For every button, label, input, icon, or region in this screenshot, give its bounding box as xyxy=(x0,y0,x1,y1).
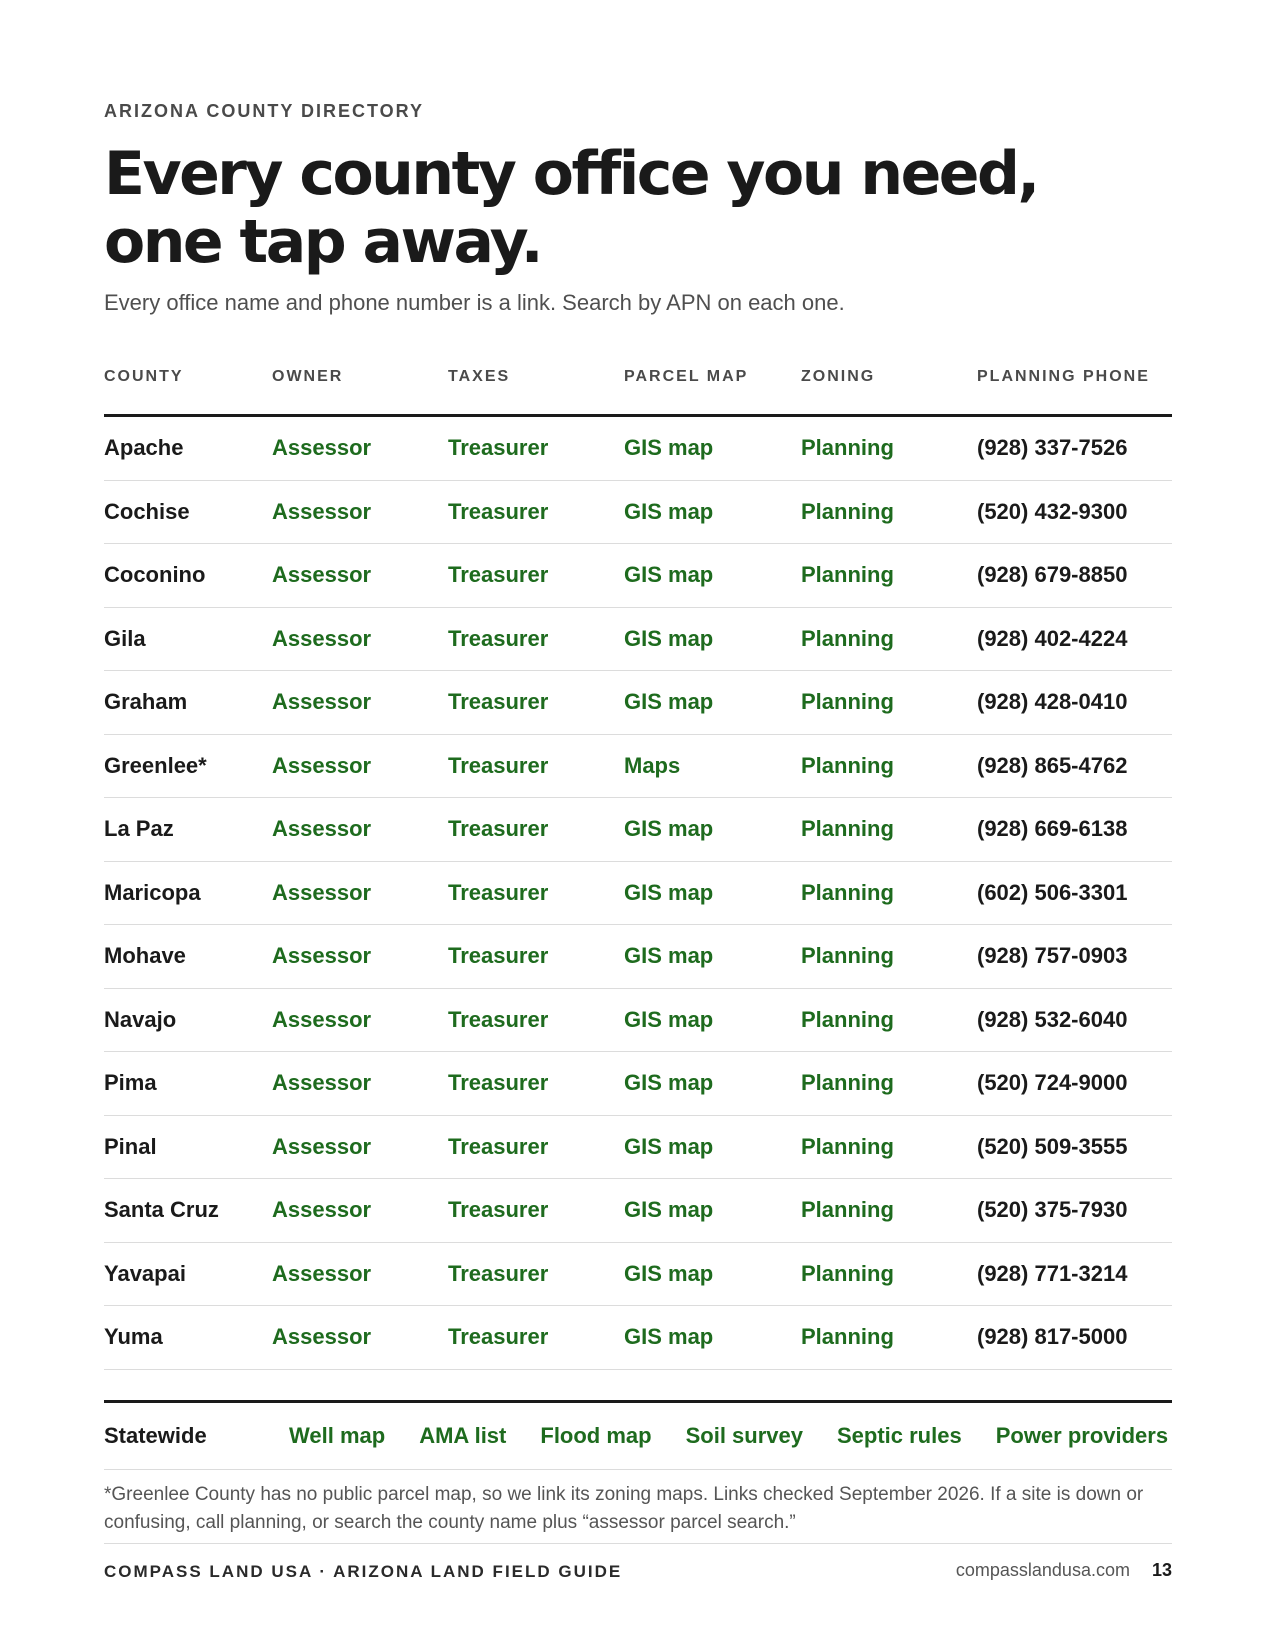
planning-link[interactable]: Planning xyxy=(801,435,894,460)
table-row xyxy=(104,1179,1172,1243)
table-row xyxy=(104,481,1172,545)
assessor-link[interactable]: Assessor xyxy=(272,1070,372,1095)
county-name: Pinal xyxy=(104,1133,157,1159)
county-name: Pima xyxy=(104,1070,157,1095)
flood-map-link[interactable]: Flood map xyxy=(540,1423,652,1448)
county-name: Cochise xyxy=(104,498,190,524)
parcel-map-link[interactable]: GIS map xyxy=(624,816,714,841)
planning-phone-link[interactable]: (520) 509-3555 xyxy=(977,1133,1128,1159)
table-row xyxy=(104,1243,1172,1307)
page-title-line-1: Every county office you need, xyxy=(104,139,1038,209)
table-row xyxy=(104,544,1172,608)
planning-phone-link[interactable]: (928) 337-7526 xyxy=(977,435,1128,460)
parcel-map-link[interactable]: GIS map xyxy=(624,1006,714,1032)
planning-phone-link[interactable]: (520) 375-7930 xyxy=(977,1197,1128,1222)
parcel-map-link[interactable]: GIS map xyxy=(624,625,714,651)
column-header-owner: OWNER xyxy=(272,368,344,385)
assessor-link[interactable]: Assessor xyxy=(272,1197,372,1222)
planning-link[interactable]: Planning xyxy=(801,943,894,968)
column-header-county: COUNTY xyxy=(104,368,184,385)
county-name: Gila xyxy=(104,625,146,651)
treasurer-link[interactable]: Treasurer xyxy=(448,498,549,524)
table-header xyxy=(104,358,1172,417)
statewide-label: Statewide xyxy=(104,1423,207,1448)
planning-link[interactable]: Planning xyxy=(801,1070,894,1095)
footnote: *Greenlee County has no public parcel map, so we link its zoning maps. Links checked September 2026. If a site is down or confusing, call planning, or search the county name plus “assessor parcel search.” xyxy=(104,1484,1144,1533)
parcel-map-link[interactable]: GIS map xyxy=(624,1197,714,1222)
table-row xyxy=(104,1052,1172,1116)
treasurer-link[interactable]: Treasurer xyxy=(448,689,549,714)
planning-phone-link[interactable]: (928) 865-4762 xyxy=(977,752,1128,778)
county-name: Apache xyxy=(104,435,184,460)
county-directory-table xyxy=(104,358,1172,1370)
assessor-link[interactable]: Assessor xyxy=(272,435,372,460)
planning-phone-link[interactable]: (602) 506-3301 xyxy=(977,879,1128,905)
planning-phone-link[interactable]: (928) 532-6040 xyxy=(977,1006,1128,1032)
table-body xyxy=(104,417,1172,1370)
assessor-link[interactable]: Assessor xyxy=(272,562,372,587)
ama-list-link[interactable]: AMA list xyxy=(419,1423,507,1448)
county-name: La Paz xyxy=(104,816,174,841)
county-name: Maricopa xyxy=(104,879,201,905)
section-eyebrow: ARIZONA COUNTY DIRECTORY xyxy=(104,101,425,121)
planning-phone-link[interactable]: (928) 669-6138 xyxy=(977,816,1128,841)
assessor-link[interactable]: Assessor xyxy=(272,1260,372,1286)
treasurer-link[interactable]: Treasurer xyxy=(448,1260,549,1286)
planning-link[interactable]: Planning xyxy=(801,562,894,587)
parcel-map-link[interactable]: GIS map xyxy=(624,435,714,460)
footer-publication: COMPASS LAND USA · ARIZONA LAND FIELD GUIDE xyxy=(104,1562,623,1581)
parcel-map-link[interactable]: GIS map xyxy=(624,562,714,587)
treasurer-link[interactable]: Treasurer xyxy=(448,435,549,460)
well-map-link[interactable]: Well map xyxy=(289,1423,386,1448)
parcel-map-link[interactable]: GIS map xyxy=(624,1133,714,1159)
page-subtitle: Every office name and phone number is a link. Search by APN on each one. xyxy=(104,290,845,315)
planning-link[interactable]: Planning xyxy=(801,1197,894,1222)
planning-link[interactable]: Planning xyxy=(801,1260,894,1286)
treasurer-link[interactable]: Treasurer xyxy=(448,1070,549,1095)
planning-link[interactable]: Planning xyxy=(801,1133,894,1159)
county-name: Yavapai xyxy=(104,1260,186,1286)
planning-phone-link[interactable]: (928) 402-4224 xyxy=(977,625,1128,651)
assessor-link[interactable]: Assessor xyxy=(272,1006,372,1032)
column-header-parcel-map: PARCEL MAP xyxy=(624,368,749,385)
treasurer-link[interactable]: Treasurer xyxy=(448,562,549,587)
planning-link[interactable]: Planning xyxy=(801,498,894,524)
power-providers-link[interactable]: Power providers xyxy=(995,1423,1169,1448)
county-name: Coconino xyxy=(104,562,206,587)
table-row xyxy=(104,1116,1172,1180)
column-header-taxes: TAXES xyxy=(448,368,511,385)
county-name: Mohave xyxy=(104,943,186,968)
county-name: Santa Cruz xyxy=(104,1197,219,1222)
table-row xyxy=(104,989,1172,1053)
assessor-link[interactable]: Assessor xyxy=(272,879,372,905)
parcel-map-link[interactable]: GIS map xyxy=(624,879,714,905)
county-name: Graham xyxy=(104,689,188,714)
table-row xyxy=(104,798,1172,862)
planning-link[interactable]: Planning xyxy=(801,1006,894,1032)
county-name: Navajo xyxy=(104,1006,177,1032)
parcel-map-link[interactable]: GIS map xyxy=(624,1070,714,1095)
treasurer-link[interactable]: Treasurer xyxy=(448,1133,549,1159)
assessor-link[interactable]: Assessor xyxy=(272,625,372,651)
statewide-links xyxy=(289,1403,1168,1469)
parcel-map-link[interactable]: GIS map xyxy=(624,943,714,968)
planning-phone-link[interactable]: (928) 757-0903 xyxy=(977,943,1128,968)
planning-phone-link[interactable]: (928) 679-8850 xyxy=(977,562,1128,587)
table-row xyxy=(104,671,1172,735)
county-name: Yuma xyxy=(104,1324,163,1349)
treasurer-link[interactable]: Treasurer xyxy=(448,816,549,841)
planning-link[interactable]: Planning xyxy=(801,1324,894,1349)
treasurer-link[interactable]: Treasurer xyxy=(448,1197,549,1222)
page-title-line-2: one tap away. xyxy=(104,207,541,277)
treasurer-link[interactable]: Treasurer xyxy=(448,1324,549,1349)
parcel-map-link[interactable]: GIS map xyxy=(624,1260,714,1286)
table-row xyxy=(104,1306,1172,1370)
table-row xyxy=(104,925,1172,989)
table-row xyxy=(104,608,1172,672)
planning-phone-link[interactable]: (928) 771-3214 xyxy=(977,1260,1128,1286)
treasurer-link[interactable]: Treasurer xyxy=(448,1006,549,1032)
treasurer-link[interactable]: Treasurer xyxy=(448,625,549,651)
column-header-planning-phone: PLANNING PHONE xyxy=(977,368,1150,385)
statewide-row xyxy=(104,1400,1172,1470)
parcel-map-link[interactable]: GIS map xyxy=(624,689,714,714)
column-header-zoning: ZONING xyxy=(801,368,876,385)
parcel-map-link[interactable]: Maps xyxy=(624,752,681,778)
assessor-link[interactable]: Assessor xyxy=(272,1324,372,1349)
treasurer-link[interactable]: Treasurer xyxy=(448,879,549,905)
parcel-map-link[interactable]: GIS map xyxy=(624,1324,714,1349)
county-name: Greenlee* xyxy=(104,752,207,778)
assessor-link[interactable]: Assessor xyxy=(272,943,372,968)
table-row xyxy=(104,417,1172,481)
page-number: 13 xyxy=(1151,1560,1172,1580)
table-row xyxy=(104,862,1172,926)
planning-link[interactable]: Planning xyxy=(801,752,894,778)
website-link[interactable]: compasslandusa.com xyxy=(955,1560,1130,1580)
treasurer-link[interactable]: Treasurer xyxy=(448,752,549,778)
planning-link[interactable]: Planning xyxy=(801,625,894,651)
planning-link[interactable]: Planning xyxy=(801,816,894,841)
assessor-link[interactable]: Assessor xyxy=(272,752,372,778)
footer-right xyxy=(956,1560,1172,1581)
planning-link[interactable]: Planning xyxy=(801,689,894,714)
soil-survey-link[interactable]: Soil survey xyxy=(685,1423,803,1448)
treasurer-link[interactable]: Treasurer xyxy=(448,943,549,968)
assessor-link[interactable]: Assessor xyxy=(272,1133,372,1159)
parcel-map-link[interactable]: GIS map xyxy=(624,498,714,524)
page-title xyxy=(104,140,1038,276)
planning-phone-link[interactable]: (520) 432-9300 xyxy=(977,498,1128,524)
planning-phone-link[interactable]: (928) 817-5000 xyxy=(977,1324,1128,1349)
septic-rules-link[interactable]: Septic rules xyxy=(836,1423,962,1448)
assessor-link[interactable]: Assessor xyxy=(272,498,372,524)
footer-divider xyxy=(104,1543,1172,1544)
planning-link[interactable]: Planning xyxy=(801,879,894,905)
planning-phone-link[interactable]: (928) 428-0410 xyxy=(977,689,1128,714)
assessor-link[interactable]: Assessor xyxy=(272,816,372,841)
assessor-link[interactable]: Assessor xyxy=(272,689,372,714)
table-row xyxy=(104,735,1172,799)
planning-phone-link[interactable]: (520) 724-9000 xyxy=(977,1070,1128,1095)
